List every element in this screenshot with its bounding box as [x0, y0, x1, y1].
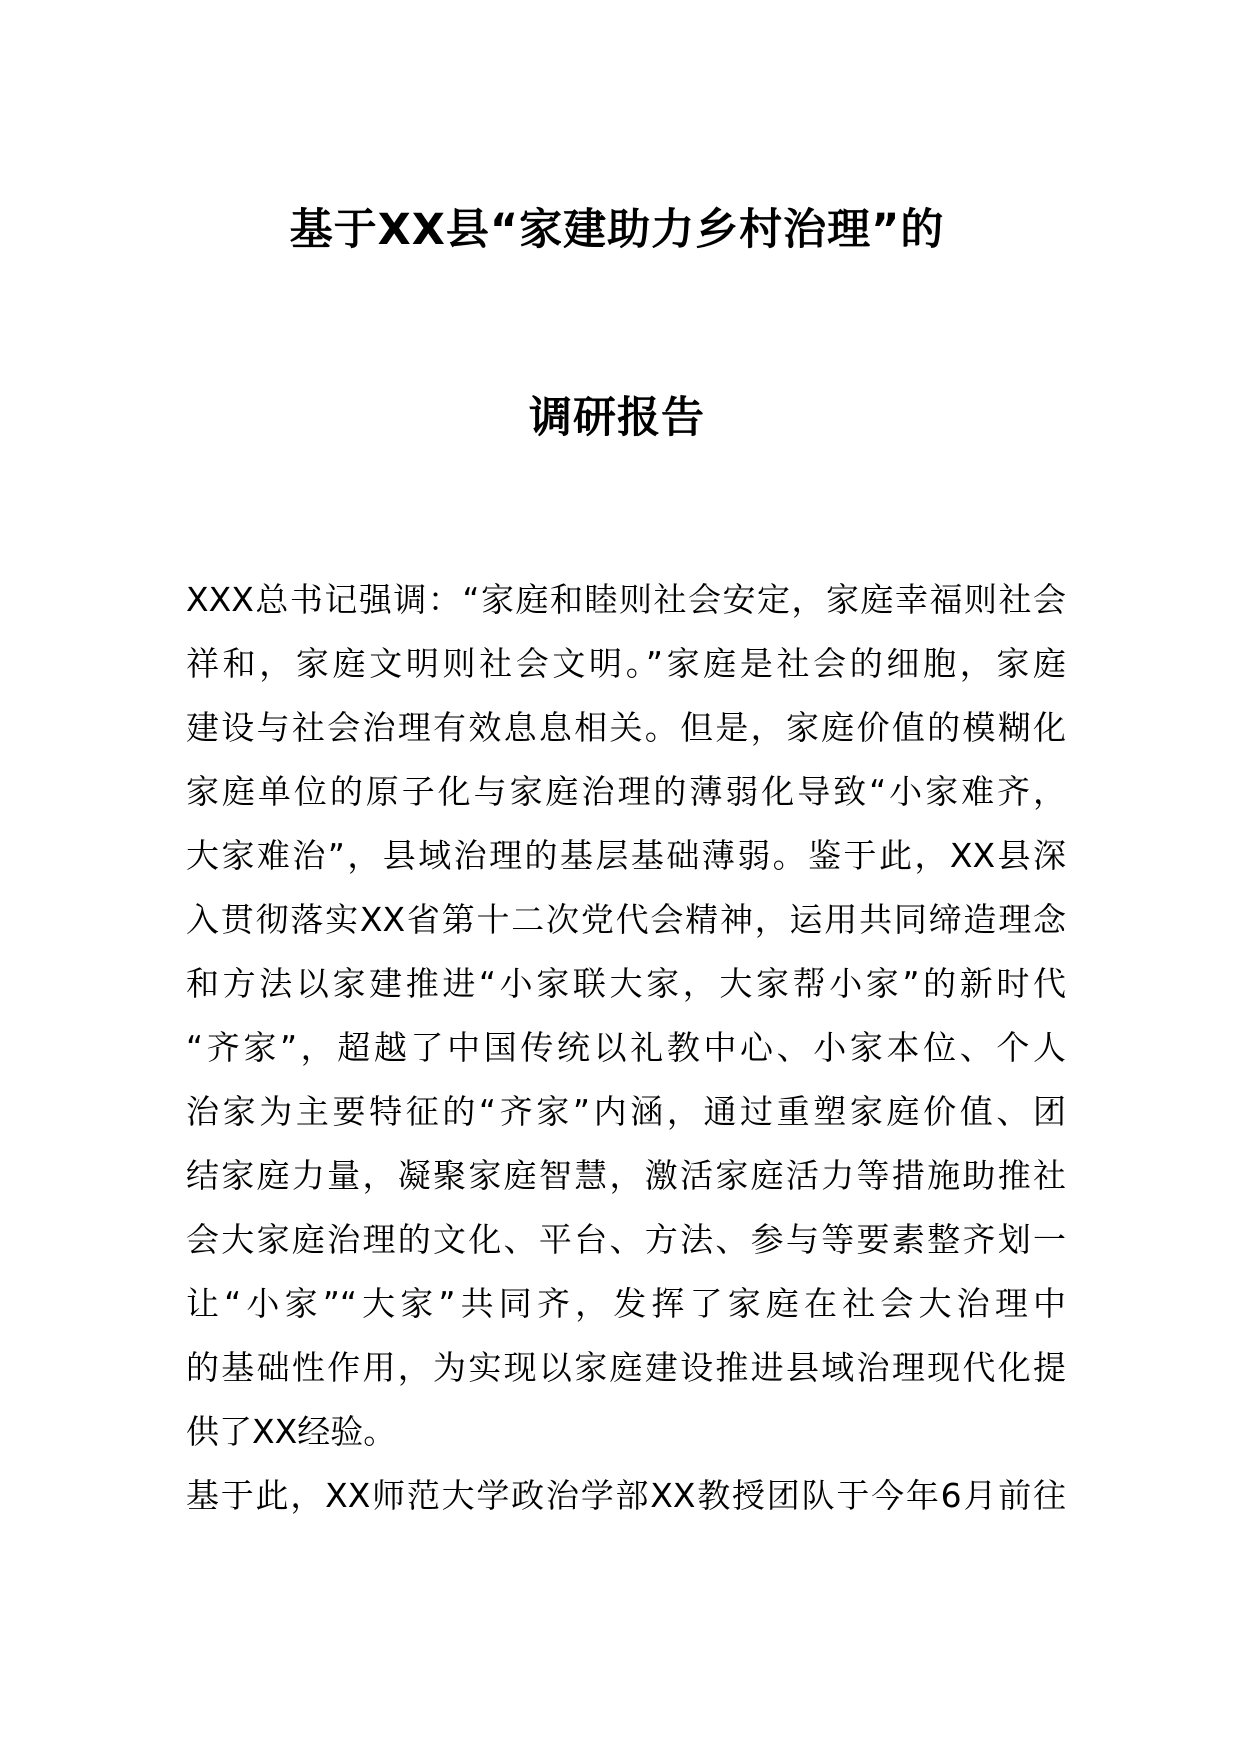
paragraph-line: 治家为主要特征的“齐家”内涵，通过重塑家庭价值、团 [186, 1092, 1066, 1131]
paragraph-line: 结家庭力量，凝聚家庭智慧，激活家庭活力等措施助推社 [186, 1156, 1066, 1195]
document-title-line-1: 基于XX县“家建助力乡村治理”的 [289, 205, 945, 255]
document-title-line-2: 调研报告 [529, 393, 705, 443]
paragraph-line: 供了XX经验。 [186, 1412, 397, 1451]
paragraph-line: 的基础性作用，为实现以家庭建设推进县域治理现代化提 [186, 1348, 1066, 1387]
paragraph-line: 祥和，家庭文明则社会文明。”家庭是社会的细胞，家庭 [186, 644, 1066, 683]
paragraph-line: 大家难治”，县域治理的基层基础薄弱。鉴于此，XX县深 [186, 836, 1066, 875]
paragraph-line: 会大家庭治理的文化、平台、方法、参与等要素整齐划一 [186, 1220, 1066, 1259]
paragraph-1 [186, 568, 1066, 1464]
paragraph-line: “齐家”，超越了中国传统以礼教中心、小家本位、个人 [186, 1028, 1066, 1067]
paragraph-line: 入贯彻落实XX省第十二次党代会精神，运用共同缔造理念 [186, 900, 1066, 939]
paragraph-2 [186, 1464, 1066, 1528]
paragraph-line: 和方法以家建推进“小家联大家，大家帮小家”的新时代 [186, 964, 1066, 1003]
paragraph-line: 基于此，XX师范大学政治学部XX教授团队于今年6月前往 [186, 1476, 1066, 1515]
paragraph-line: XXX总书记强调：“家庭和睦则社会安定，家庭幸福则社会 [186, 580, 1066, 619]
paragraph-line: 建设与社会治理有效息息相关。但是，家庭价值的模糊化 [186, 708, 1066, 747]
paragraph-line: 让“小家”“大家”共同齐，发挥了家庭在社会大治理中 [186, 1284, 1066, 1323]
paragraph-line: 家庭单位的原子化与家庭治理的薄弱化导致“小家难齐， [186, 772, 1066, 811]
